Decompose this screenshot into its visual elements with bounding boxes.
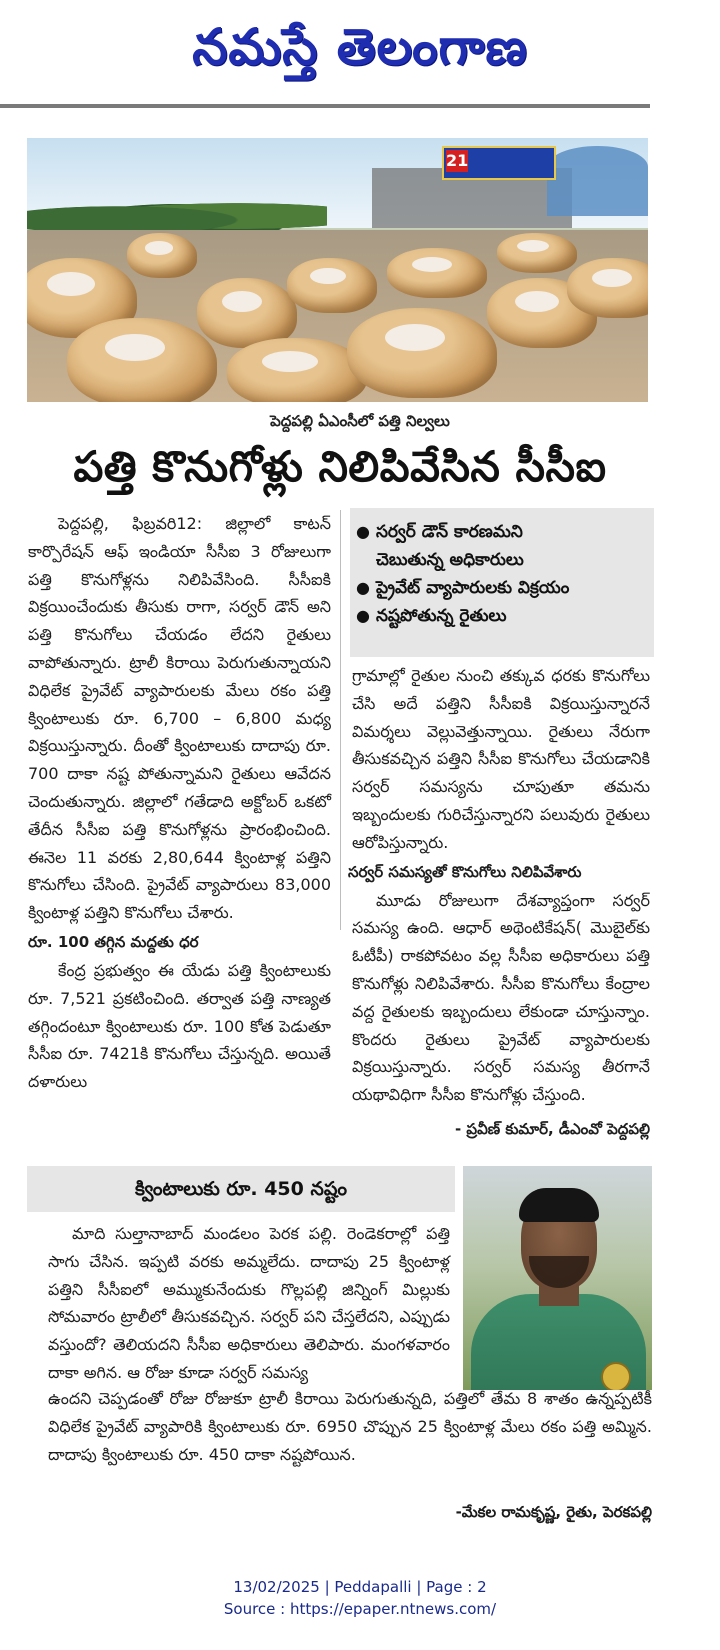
market-board: [442, 146, 556, 180]
footer-date-page: 13/02/2025 | Peddapalli | Page : 2: [233, 1578, 487, 1596]
highlight-item-continued: చెబుతున్న అధికారులు: [376, 550, 524, 570]
farmer-portrait: [463, 1166, 652, 1390]
article-column-1: [28, 510, 331, 1096]
cotton-market-photo: [27, 138, 648, 402]
quote-attribution: - ప్రవీణ్ కుమార్, డీఎంవో పెద్దపల్లి: [454, 1119, 650, 1138]
article-paragraph: కేంద్ర ప్రభుత్వం ఈ యేడు పత్తి క్వింటాలుకు రూ. 7,521 ప్రకటించింది. తర్వాత పత్తి నాణ్యత తగ్గిందంటూ క్వింటాలుకు రూ. 100 కోత పెడుతూ సీసీఐ రూ. 7421కి కొనుగోలు చేస్తున్నది. అయితే దళారులు: [28, 960, 331, 1092]
highlights-box: [350, 508, 654, 657]
highlight-item: ● నష్టపోతున్న రైతులు: [356, 602, 654, 630]
subheading-support-price: రూ. 100 తగ్గిన మద్దతు ధర: [28, 932, 199, 951]
article-paragraph: మూడు రోజులుగా దేశవ్యాప్తంగా సర్వర్ సమస్య ఉంది. ఆధార్ అథెంటికేషన్( మొబైల్‌కు ఓటీపీ) రాకపోవటం వల్ల సీసీఐ అధికారులు పత్తి కొనుగోళ్లు నిలిపివేశారు. సీసీఐ కొనుగోలు కేంద్రాల వద్ద రైతులకు ఇబ్బందులు లేకుండా చూస్తున్నాం. కొందరు రైతులు ప్రైవేట్ వ్యాపారులకు విక్రయిస్తున్నారు. సర్వర్ సమస్య తీరగానే యథావిధిగా సీసీఐ కొనుగోళ్లు చేస్తుంది.: [352, 890, 650, 1105]
column-divider: [340, 510, 341, 930]
highlight-item: ● సర్వర్ డౌన్ కారణమని: [356, 518, 654, 546]
article-column-2: [348, 662, 650, 1145]
board-number: 21: [446, 151, 469, 170]
footer-source: Source : https://epaper.ntnews.com/: [223, 1600, 497, 1618]
headline: పత్తి కొనుగోళ్లు నిలిపివేసిన సీసీఐ: [73, 442, 607, 491]
bullet-icon: ●: [356, 578, 370, 597]
farmer-quote-narrow: మాది సుల్తానాబాద్ మండలం పెరక పల్లి. రెండెకరాల్లో పత్తి సాగు చేసిన. ఇప్పటి వరకు అమ్మలేదు. దాదాపు 25 క్వింటాళ్ల పత్తిని సీసీఐలో అమ్ముకునేందుకు గొల్లపల్లి జిన్నింగ్ మిల్లుకు సోమవారం ట్రాలీలో తీసుకవచ్చిన. సర్వర్ పని చేస్తలేదని, ఎప్పుడు వస్తుందో? తెలియదని సీసీఐ అధికారులు తెలిపారు. మంగళవారం దాకా అగిన. ఆ రోజు కూడా సర్వర్ సమస్య: [48, 1224, 450, 1382]
farmer-box-title: క్వింటాలుకు రూ. 450 నష్టం: [27, 1166, 455, 1212]
subheading-server-issue: సర్వర్ సమస్యతో కొనుగోలు నిలిపివేశారు: [348, 862, 582, 881]
header-divider: [0, 104, 650, 108]
photo-caption: పెద్దపల్లి ఏఎంసీలో పత్తి నిల్వలు: [270, 412, 450, 430]
highlight-item: ● ప్రైవేట్ వ్యాపారులకు విక్రయం: [356, 574, 654, 602]
bullet-icon: ●: [356, 522, 370, 541]
bullet-icon: ●: [356, 606, 370, 625]
article-paragraph: గ్రామాల్లో రైతుల నుంచి తక్కువ ధరకు కొనుగోలు చేసి అదే పత్తిని సీసీఐకి విక్రయిస్తున్నారనే విమర్శలు వెల్లువెత్తున్నాయి. రైతులు నేరుగా తీసుకవచ్చిన పత్తిని సీసీఐ కొనుగోలు చేయడానికి సర్వర్ సమస్యను చూపుతూ తమను ఇబ్బందులకు గురిచేస్తున్నారని పలువురు రైతులు ఆరోపిస్తున్నారు.: [352, 666, 650, 852]
farmer-attribution: -మేకల రామకృష్ణ, రైతు, పెరకపల్లి: [455, 1503, 652, 1521]
article-paragraph: పెద్దపల్లి, ఫిబ్రవరి12: జిల్లాలో కాటన్ కార్పొరేషన్ ఆఫ్ ఇండియా సీసీఐ 3 రోజులుగా పత్తి కొనుగోళ్లను నిలిపివేసింది. సీసీఐకి విక్రయించేందుకు తీసుకు రాగా, సర్వర్ డౌన్ అని పత్తి కొనుగోలు చేయడం లేదని రైతులు వాపోతున్నారు. ట్రాలీ కిరాయి పెరుగుతున్నాయని విధిలేక ప్రైవేట్ వ్యాపారులకు మేలు రకం పత్తి క్వింటాలుకు రూ. 6,700 – 6,800 మధ్య విక్రయిస్తున్నారు. దీంతో క్వింటాలుకు దాదాపు రూ. 700 దాకా నష్ట పోతున్నామని రైతులు ఆవేదన చెందుతున్నారు. జిల్లాలో గతేడాది అక్టోబర్ ఒకటో తేదీన సీసీఐ పత్తి కొనుగోళ్లను ప్రారంభించింది. ఈనెల 11 వరకు 2,80,644 క్వింటాళ్ల పత్తిని కొనుగోలు చేసింది. ప్రైవేట్ వ్యాపారులు 83,000 క్వింటాళ్ల పత్తిని కొనుగోలు చేశారు.: [28, 514, 331, 923]
farmer-quote-wide: ఉందని చెప్పడంతో రోజు రోజుకూ ట్రాలీ కిరాయి పెరుగుతున్నది, పత్తిలో తేమ 8 శాతం ఉన్నప్పటికీ విధిలేక ప్రైవేట్ వ్యాపారికి క్వింటాలుకు రూ. 6950 చొప్పున 25 క్వింటాళ్ల మేలు రకం పత్తి అమ్మిన. దాదాపు క్వింటాలుకు రూ. 450 దాకా నష్టపోయిన.: [48, 1389, 652, 1464]
masthead-logo: నమస్తే తెలంగాణ: [192, 18, 528, 76]
